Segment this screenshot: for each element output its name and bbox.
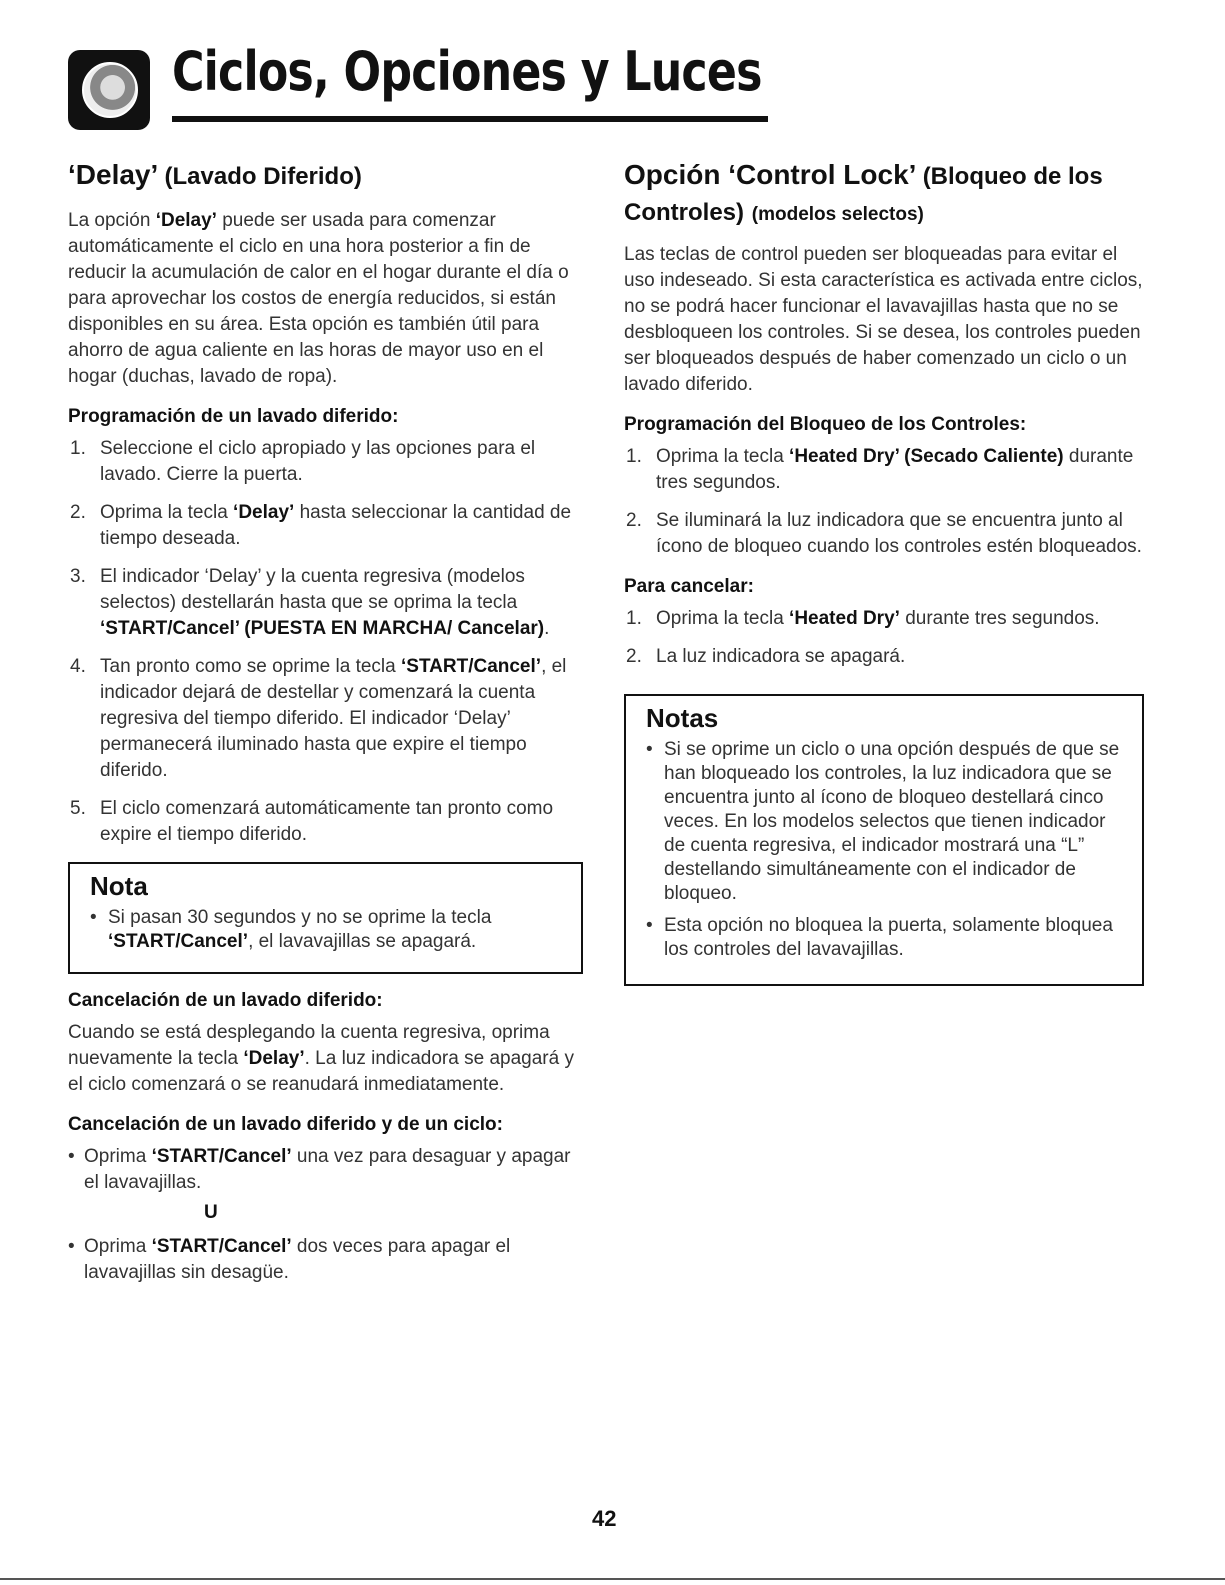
delay-section — [68, 158, 583, 1286]
delay-program-heading: Programación de un lavado diferido: — [68, 406, 399, 427]
or-separator: U — [204, 1202, 218, 1223]
page-number: 42 — [592, 1506, 617, 1531]
control-lock-heading: Opción ‘Control Lock’ (Bloqueo de los Controles) (modelos selectos) — [624, 159, 1103, 226]
list-item: 1. Seleccione el ciclo apropiado y las opciones para el lavado. Cierre la puerta. — [70, 438, 536, 485]
list-item: 1. Oprima la tecla ‘Heated Dry’ durante tres segundos. — [626, 608, 1100, 629]
control-lock-intro: Las teclas de control pueden ser bloqueadas para evitar el uso indeseado. Si esta característica es activada entre ciclos, no se podrá hacer funcionar el lavavajillas hasta que no se desbloqueen los controles. Si se desea, los controles pueden ser bloqueados después de haber comenzado un ciclo o un lavado diferido. — [624, 244, 1143, 395]
delay-cancel-text: Cuando se está desplegando la cuenta regresiva, oprima nuevamente la tecla ‘Delay’. La luz indicadora se apagará y el ciclo comenzará o se reanudará inmediatamente. — [68, 1022, 574, 1095]
page-title: Ciclos, Opciones y Luces — [172, 40, 762, 103]
notes-box — [624, 694, 1144, 986]
list-item: 3. El indicador ‘Delay’ y la cuenta regresiva (modelos selectos) destellarán hasta que se oprima la tecla ‘START/Cancel’ (PUESTA EN MARCHA/ Cancelar). — [70, 566, 550, 639]
control-lock-program-heading: Programación del Bloqueo de los Controles: — [624, 414, 1027, 435]
note-item: • Esta opción no bloquea la puerta, solamente bloquea los controles del lavavajillas. — [646, 915, 1113, 960]
list-item: 2. La luz indicadora se apagará. — [626, 646, 906, 667]
list-item: 5. El ciclo comenzará automáticamente tan pronto como expire el tiempo diferido. — [70, 798, 554, 845]
list-item: 2. Se iluminará la luz indicadora que se encuentra junto al ícono de bloqueo cuando los controles estén bloqueados. — [626, 510, 1142, 557]
page-bottom-rule — [0, 1578, 1225, 1580]
note-title: Nota — [90, 871, 148, 901]
control-lock-cancel-heading: Para cancelar: — [624, 576, 754, 597]
control-lock-cancel-steps — [624, 606, 1144, 670]
list-item: • Oprima ‘START/Cancel’ una vez para desaguar y apagar el lavavajillas. — [68, 1146, 571, 1193]
list-item: 2. Oprima la tecla ‘Delay’ hasta seleccionar la cantidad de tiempo deseada. — [70, 502, 572, 549]
list-item: 1. Oprima la tecla ‘Heated Dry’ (Secado Caliente) durante tres segundos. — [626, 446, 1134, 493]
washer-door-icon — [68, 50, 150, 130]
delay-intro: La opción ‘Delay’ puede ser usada para comenzar automáticamente el ciclo en una hora posterior a fin de reducir la acumulación de calor en el hogar durante el día o para aprovechar los costos de energía reducidos, si están disponibles en su área. Esta opción es también útil para ahorro de agua caliente en las horas de mayor uso en el hogar (duchas, lavado de ropa). — [68, 210, 569, 387]
delay-cancel-cycle-heading: Cancelación de un lavado diferido y de un ciclo: — [68, 1114, 503, 1135]
note-item: • Si pasan 30 segundos y no se oprime la tecla ‘START/Cancel’, el lavavajillas se apagará. — [90, 907, 492, 952]
control-lock-section — [624, 158, 1144, 986]
delay-steps — [68, 436, 583, 848]
page-header — [68, 36, 762, 126]
control-lock-steps — [624, 444, 1144, 560]
note-item: • Si se oprime un ciclo o una opción después de que se han bloqueado los controles, la luz indicadora que se encuentra junto al ícono de bloqueo destellará cinco veces. En los modelos selectos que tienen indicador de cuenta regresiva, el indicador mostrará una “L” destellando simultáneamente con el indicador de bloqueo. — [646, 739, 1120, 904]
list-item: 4. Tan pronto como se oprime la tecla ‘START/Cancel’, el indicador dejará de destellar y comenzará la cuenta regresiva del tiempo diferido. El indicador ‘Delay’ permanecerá iluminado hasta que expire el tiempo diferido. — [70, 656, 567, 781]
list-item: • Oprima ‘START/Cancel’ dos veces para apagar el lavavajillas sin desagüe. — [68, 1236, 511, 1283]
notes-title: Notas — [646, 703, 719, 733]
title-underline — [172, 116, 768, 122]
delay-cancel-heading: Cancelación de un lavado diferido: — [68, 990, 383, 1011]
delay-heading: ‘Delay’ (Lavado Diferido) — [68, 159, 362, 190]
note-box — [68, 862, 583, 974]
